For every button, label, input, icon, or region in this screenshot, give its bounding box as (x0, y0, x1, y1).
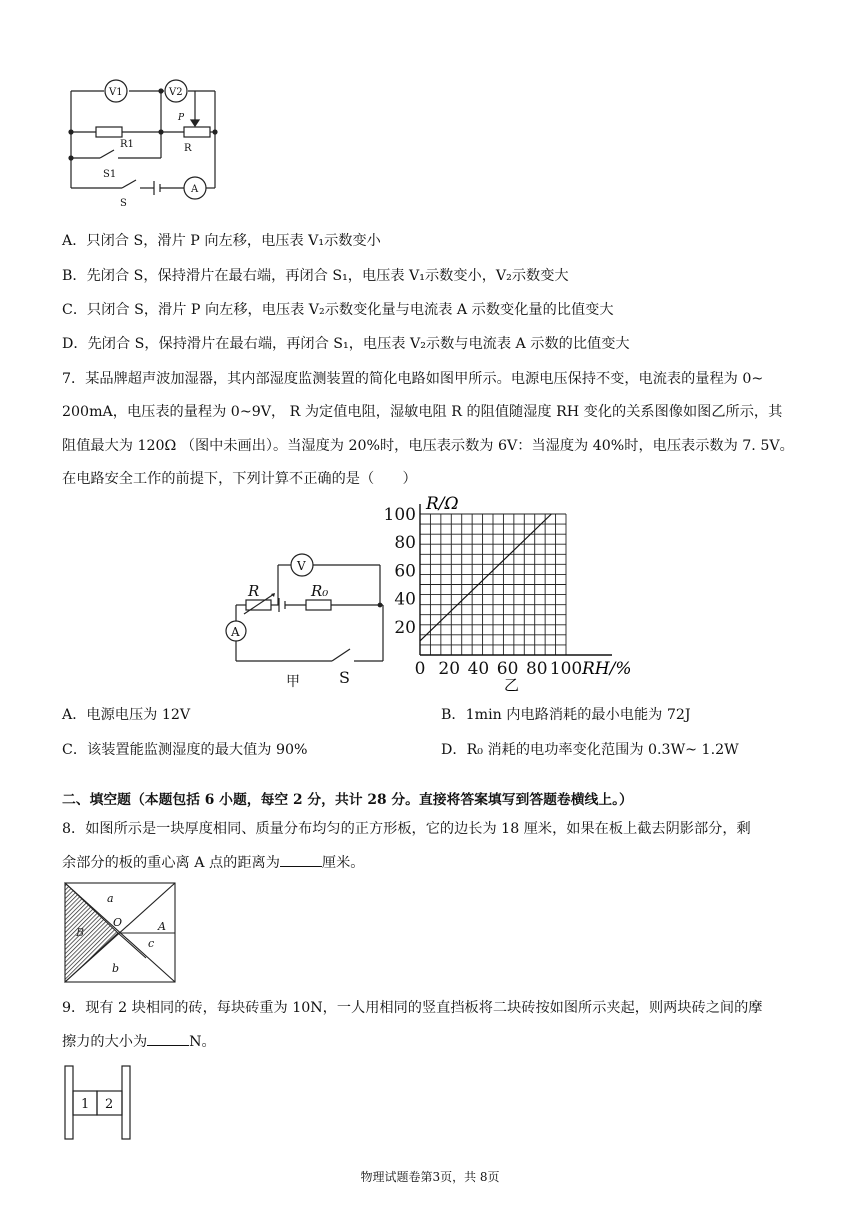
y-axis-label: R/Ω (426, 494, 459, 514)
q8-square-plate-figure (62, 880, 182, 985)
switch-label: S (339, 668, 350, 687)
q7-option-a: A．电源电压为 12V (62, 707, 191, 723)
q9-text-b: N。 (189, 1034, 216, 1050)
q6-option-a: A．只闭合 S，滑片 P 向左移，电压表 V₁示数变小 (62, 233, 381, 249)
x-tick-label: 20 (438, 659, 461, 679)
q6-circuit-diagram (60, 76, 230, 211)
q7-option-c: C．该装置能监测湿度的最大值为 90% (62, 742, 308, 758)
region-b-label: b (112, 962, 120, 975)
x-tick-label: 0 (414, 659, 426, 679)
y-tick-label: 80 (394, 533, 416, 554)
y-tick-label: 20 (394, 617, 416, 638)
q6-option-c: C．只闭合 S，滑片 P 向左移，电压表 V₂示数变化量与电流表 A 示数变化量的比值变大 (62, 302, 614, 318)
y-tick-label: 100 (383, 505, 416, 525)
x-tick-label: 100 (549, 659, 583, 679)
region-a-label: a (107, 892, 114, 905)
q7-text-line-3: 阻值最大为 120Ω （图中未画出）。当湿度为 20%时，电压表示数为 6V：当湿度为 40%时，电压表示数为 7. 5V。 (62, 438, 794, 454)
point-a-label: A (158, 920, 166, 933)
q6-option-b: B．先闭合 S，保持滑片在最右端，再闭合 S₁，电压表 V₁示数变小，V₂示数变大 (62, 268, 569, 284)
y-tick-label: 60 (394, 561, 416, 582)
x-axis-label: RH/% (582, 659, 632, 679)
q8-text-line-1: 8．如图所示是一块厚度相同、质量分布均匀的正方形板，它的边长为 18 厘米，如果在板上截去阴影部分，剩 (62, 821, 751, 837)
q9-text-a: 擦力的大小为 (62, 1034, 148, 1050)
voltmeter-label: V (297, 559, 306, 573)
figure-caption-jia: 甲 (286, 674, 300, 688)
figure-caption-yi: 乙 (504, 676, 520, 692)
r-label: R (248, 582, 260, 600)
page-footer: 物理试题卷第3页，共 8页 (360, 1170, 500, 1184)
q6-option-d: D．先闭合 S，保持滑片在最右端，再闭合 S₁，电压表 V₂示数与电流表 A 示数的比值变大 (62, 336, 630, 352)
section-2-heading: 二、填空题（本题包括 6 小题，每空 2 分，共计 28 分。直接将答案填写到答题卷横线上。） (62, 792, 633, 808)
q7-text-line-4: 在电路安全工作的前提下，下列计算不正确的是（ ） (62, 471, 417, 487)
region-d-label: B (76, 926, 85, 939)
q7-text-line-2: 200mA，电压表的量程为 0~9V， R 为定值电阻，湿敏电阻 R 的阻值随湿度 RH 变化的关系图像如图乙所示，其 (62, 404, 783, 420)
s1-label: S1 (103, 169, 117, 180)
q7-option-b: B．1min 内电路消耗的最小电能为 72J (441, 707, 691, 723)
x-tick-label: 60 (496, 659, 519, 679)
center-o-label: O (113, 916, 123, 929)
q8-text-a: 余部分的板的重心离 A 点的距离为 (62, 855, 280, 871)
resistance-line (420, 514, 551, 641)
q7-text-line-1: 7．某品牌超声波加湿器，其内部湿度监测装置的简化电路如图甲所示。电源电压保持不变，电流表的量程为 0~ (62, 371, 764, 387)
region-c-label: c (148, 937, 155, 950)
q7-option-d: D．R₀ 消耗的电功率变化范围为 0.3W~ 1.2W (441, 742, 739, 758)
a-label: A (191, 184, 199, 195)
p-label: P (178, 113, 185, 123)
v2-label: V2 (169, 87, 183, 98)
ammeter-label: A (231, 625, 240, 639)
s-label: S (120, 198, 127, 209)
r0-label: R₀ (311, 582, 329, 600)
q8-text-b: 厘米。 (321, 855, 365, 871)
x-tick-label: 80 (525, 659, 548, 679)
q8-text-line-2 (62, 852, 364, 872)
y-tick-label: 40 (394, 589, 416, 610)
r-label: R (184, 143, 192, 154)
brick-2-label: 2 (105, 1097, 114, 1112)
q9-text-line-2 (62, 1031, 216, 1051)
x-tick-label: 40 (467, 659, 490, 679)
humidity-resistance-chart (360, 492, 660, 692)
q9-bricks-figure (62, 1064, 142, 1144)
brick-1-label: 1 (81, 1097, 90, 1112)
q8-answer-blank[interactable] (280, 854, 322, 867)
q9-answer-blank[interactable] (147, 1033, 189, 1046)
q9-text-line-1: 9．现有 2 块相同的砖，每块砖重为 10N，一人用相同的竖直挡板将二块砖按如图所示夹起，则两块砖之间的摩 (62, 1000, 763, 1016)
r1-label: R1 (120, 139, 134, 150)
v1-label: V1 (109, 87, 123, 98)
